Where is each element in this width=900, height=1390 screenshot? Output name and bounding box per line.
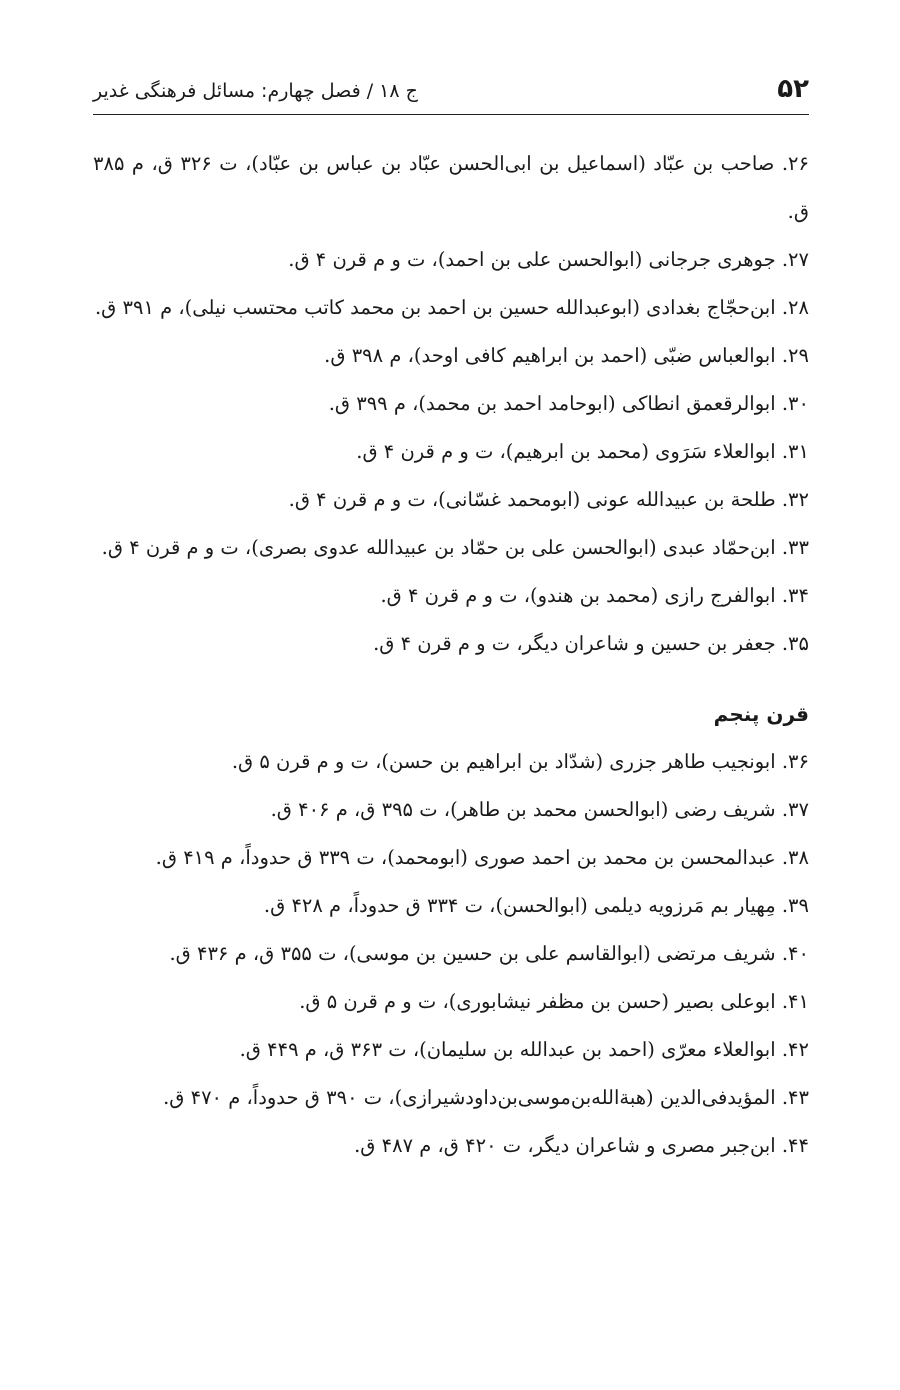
list-item: ۴۳. المؤیدفی‌الدین (هبةالله‌بن‌موسی‌بن‌داودشیرازی)، ت ۳۹۰ ق حدوداً، م ۴۷۰ ق. xyxy=(163,1086,809,1109)
list-item: ۳۷. شریف رضی (ابوالحسن محمد بن طاهر)، ت ۳۹۵ ق، م ۴۰۶ ق. xyxy=(270,798,809,821)
list-item: ۲۷. جوهری جرجانی (ابوالحسن علی بن احمد)، ت و م قرن ۴ ق. xyxy=(288,248,809,271)
list-item: ۳۰. ابوالرقعمق انطاکی (ابوحامد احمد بن محمد)، م ۳۹۹ ق. xyxy=(328,392,809,415)
list-item: ۴۰. شریف مرتضی (ابوالقاسم علی بن حسین بن موسی)، ت ۳۵۵ ق، م ۴۳۶ ق. xyxy=(169,942,809,965)
page-number: ۵۲ xyxy=(777,74,809,104)
list-item: ۴۱. ابوعلی بصیر (حسن بن مظفر نیشابوری)، ت و م قرن ۵ ق. xyxy=(299,990,809,1013)
list-item: ۴۴. ابن‌جبر مصری و شاعران دیگر، ت ۴۲۰ ق، م ۴۸۷ ق. xyxy=(354,1134,809,1157)
list-item: ۳۲. طلحة بن عبیدالله عونی (ابومحمد غسّانی)، ت و م قرن ۴ ق. xyxy=(288,488,809,511)
list-item: ۲۹. ابوالعباس ضبّی (احمد بن ابراهیم کافی اوحد)، م ۳۹۸ ق. xyxy=(324,344,809,367)
book-page xyxy=(93,0,809,1390)
list-item: ۳۹. مِهیار بم مَرزویه دیلمی (ابوالحسن)، ت ۳۳۴ ق حدوداً، م ۴۲۸ ق. xyxy=(263,894,809,917)
running-header xyxy=(93,70,809,115)
running-title: ج ۱۸ / فصل چهارم: مسائل فرهنگی غدیر xyxy=(93,80,418,102)
list-item: ۲۶. صاحب بن عبّاد (اسماعیل بن ابی‌الحسن عبّاد بن عباس بن عبّاد)، ت ۳۲۶ ق، م ۳۸۵ ق. xyxy=(93,152,809,223)
list-item: ۳۳. ابن‌حمّاد عبدی (ابوالحسن علی بن حمّاد بن عبیدالله عدوی بصری)، ت و م قرن ۴ ق. xyxy=(101,536,809,559)
page-body xyxy=(93,140,809,1170)
list-item: ۳۵. جعفر بن حسین و شاعران دیگر، ت و م قرن ۴ ق. xyxy=(373,632,809,655)
list-item: ۳۱. ابوالعلاء سَرَوی (محمد بن ابرهیم)، ت و م قرن ۴ ق. xyxy=(356,440,809,463)
section-heading: قرن پنجم xyxy=(713,702,809,726)
list-item: ۳۸. عبدالمحسن بن محمد بن احمد صوری (ابومحمد)، ت ۳۳۹ ق حدوداً، م ۴۱۹ ق. xyxy=(155,846,809,869)
list-item: ۴۲. ابوالعلاء معرّی (احمد بن عبدالله بن سلیمان)، ت ۳۶۳ ق، م ۴۴۹ ق. xyxy=(239,1038,809,1061)
list-item: ۲۸. ابن‌حجّاج بغدادی (ابوعبدالله حسین بن احمد بن محمد کاتب محتسب نیلی)، م ۳۹۱ ق. xyxy=(94,296,809,319)
list-item: ۳۴. ابوالفرج رازی (محمد بن هندو)، ت و م قرن ۴ ق. xyxy=(380,584,809,607)
list-item: ۳۶. ابونجیب طاهر جزری (شدّاد بن ابراهیم بن حسن)، ت و م قرن ۵ ق. xyxy=(231,750,809,773)
